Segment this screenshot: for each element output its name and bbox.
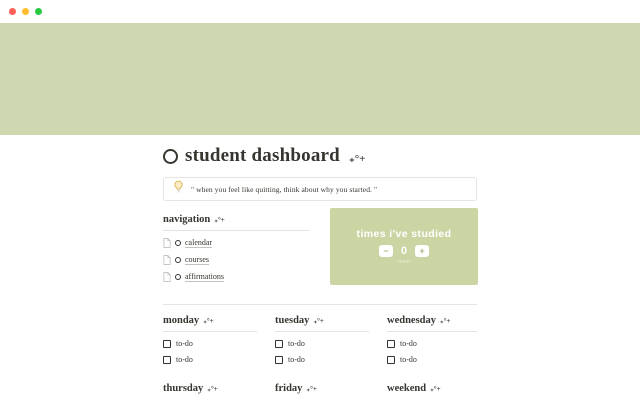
day-label: weekend (387, 383, 427, 394)
nav-link-label: courses (185, 255, 209, 264)
nav-link-courses[interactable] (163, 255, 310, 265)
page-title: student dashboard (185, 145, 340, 166)
todo-checkbox[interactable] (163, 356, 171, 364)
day-sparkle-decor: ₊°+ (430, 385, 441, 393)
day-column-wednesday (387, 315, 477, 364)
todo-item (275, 355, 369, 364)
day-heading (163, 383, 257, 394)
zoom-button[interactable] (35, 8, 42, 15)
week-grid-row-2 (163, 383, 479, 394)
day-sparkle-decor: ₊°+ (203, 317, 214, 325)
counter-plus-button[interactable]: + (415, 245, 429, 257)
todo-item (163, 355, 257, 364)
navigation-sparkle-decor: ₊°+ (214, 216, 225, 224)
navigation-divider (163, 230, 310, 231)
day-column-thursday (163, 383, 257, 394)
nav-link-label: calendar (185, 238, 213, 247)
navigation-heading-label: navigation (163, 214, 211, 225)
navigation-heading (163, 214, 310, 225)
nav-link-affirmations[interactable] (163, 272, 310, 282)
todo-checkbox[interactable] (387, 340, 395, 348)
todo-checkbox[interactable] (275, 356, 283, 364)
todo-label: to-do (288, 355, 305, 364)
quote-text: " when you feel like quitting, think about why you started. " (191, 184, 378, 194)
day-heading (163, 315, 257, 326)
minimize-button[interactable] (22, 8, 29, 15)
counter-reset-button[interactable]: reset (397, 259, 411, 265)
day-column-friday (275, 383, 369, 394)
day-sparkle-decor: ₊°+ (306, 385, 317, 393)
day-divider (387, 331, 477, 332)
todo-item (387, 339, 477, 348)
day-sparkle-decor: ₊°+ (313, 317, 324, 325)
day-sparkle-decor: ₊°+ (207, 385, 218, 393)
day-heading (275, 315, 369, 326)
todo-checkbox[interactable] (387, 356, 395, 364)
todo-label: to-do (176, 355, 193, 364)
day-heading (387, 383, 477, 394)
section-divider (163, 304, 477, 305)
todo-label: to-do (288, 339, 305, 348)
todo-item (275, 339, 369, 348)
navigation-section (163, 214, 310, 282)
nav-link-calendar[interactable] (163, 238, 310, 248)
todo-checkbox[interactable] (275, 340, 283, 348)
nav-link-label: affirmations (185, 272, 224, 281)
day-column-weekend (387, 383, 477, 394)
document-icon (163, 272, 171, 282)
document-icon (163, 238, 171, 248)
day-column-tuesday (275, 315, 369, 364)
page-circle-icon (175, 274, 181, 280)
day-label: thursday (163, 383, 204, 394)
day-divider (163, 331, 257, 332)
window-title-bar (0, 0, 640, 23)
todo-label: to-do (400, 355, 417, 364)
study-counter-title: times i've studied (356, 228, 452, 240)
day-column-monday (163, 315, 257, 364)
page-title-row (163, 145, 365, 167)
day-label: friday (275, 383, 303, 394)
day-divider (275, 331, 369, 332)
todo-checkbox[interactable] (163, 340, 171, 348)
todo-label: to-do (176, 339, 193, 348)
close-button[interactable] (9, 8, 16, 15)
todo-label: to-do (400, 339, 417, 348)
week-grid-row-1 (163, 315, 479, 364)
study-counter-widget (330, 208, 478, 285)
day-label: tuesday (275, 315, 310, 326)
page-circle-icon (175, 257, 181, 263)
day-label: wednesday (387, 315, 437, 326)
light-bulb-icon (174, 180, 183, 198)
document-icon (163, 255, 171, 265)
title-sparkle-decor: ₊°+ (348, 152, 366, 165)
counter-value: 0 (400, 245, 408, 257)
todo-item (387, 355, 477, 364)
day-label: monday (163, 315, 200, 326)
page-circle-icon (175, 240, 181, 246)
counter-minus-button[interactable]: − (379, 245, 393, 257)
todo-item (163, 339, 257, 348)
day-sparkle-decor: ₊°+ (440, 317, 451, 325)
page-circle-icon[interactable] (163, 149, 178, 164)
counter-controls (330, 245, 478, 257)
quote-callout (163, 177, 477, 201)
day-heading (387, 315, 477, 326)
day-heading (275, 383, 369, 394)
cover-banner (0, 23, 640, 135)
